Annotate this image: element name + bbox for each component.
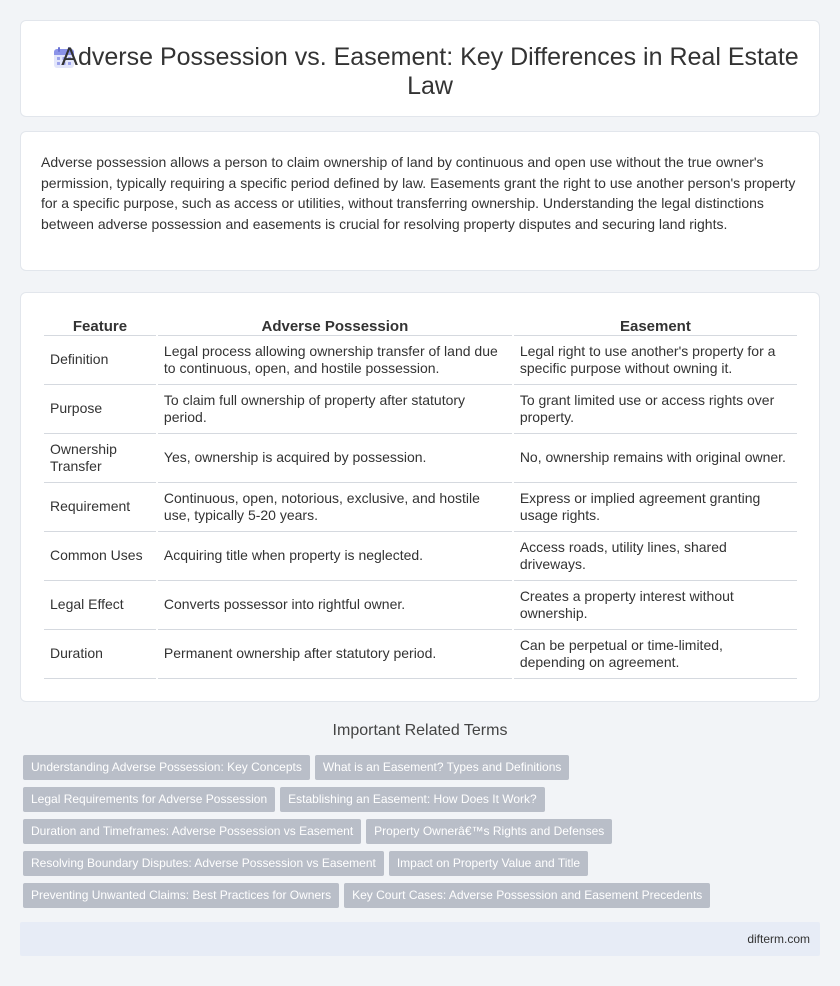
related-terms-list — [23, 755, 813, 915]
comparison-card — [20, 292, 820, 702]
footer — [20, 922, 820, 956]
related-term-link[interactable]: Property Ownerâ€™s Rights and Defenses — [366, 819, 612, 844]
intro-card — [20, 131, 820, 271]
column-header-feature: Feature — [44, 315, 156, 336]
table-row — [44, 532, 797, 581]
adverse-possession-cell: Yes, ownership is acquired by possession. — [158, 434, 512, 483]
column-header-easement: Easement — [514, 315, 797, 336]
easement-cell: Can be perpetual or time-limited, depending on agreement. — [514, 630, 797, 679]
feature-cell: Purpose — [44, 385, 156, 434]
related-term-link[interactable]: Understanding Adverse Possession: Key Concepts — [23, 755, 310, 780]
related-term-link[interactable]: Key Court Cases: Adverse Possession and Easement Precedents — [344, 883, 710, 908]
table-header-row — [44, 315, 797, 336]
related-term-link[interactable]: Resolving Boundary Disputes: Adverse Possession vs Easement — [23, 851, 384, 876]
adverse-possession-cell: Legal process allowing ownership transfer of land due to continuous, open, and hostile possession. — [158, 336, 512, 385]
related-term-link[interactable]: Duration and Timeframes: Adverse Possession vs Easement — [23, 819, 361, 844]
comparison-table — [42, 315, 799, 679]
adverse-possession-cell: Continuous, open, notorious, exclusive, and hostile use, typically 5-20 years. — [158, 483, 512, 532]
page-title: Adverse Possession vs. Easement: Key Differences in Real Estate Law — [61, 43, 799, 100]
column-header-adverse-possession: Adverse Possession — [158, 315, 512, 336]
easement-cell: Express or implied agreement granting usage rights. — [514, 483, 797, 532]
related-terms-heading: Important Related Terms — [332, 722, 508, 739]
table-row — [44, 434, 797, 483]
table-row — [44, 581, 797, 630]
table-row — [44, 385, 797, 434]
adverse-possession-cell: To claim full ownership of property after statutory period. — [158, 385, 512, 434]
feature-cell: Definition — [44, 336, 156, 385]
intro-paragraph: Adverse possession allows a person to claim ownership of land by continuous and open use without the true owner's permission, typically requiring a specific period defined by law. Easements grant the right to use another person's property for a specific purpose, such as access or utilities, without transferring ownership. Understanding the legal distinctions between adverse possession and easements is crucial for resolving property disputes and securing land rights. — [41, 154, 796, 232]
feature-cell: Legal Effect — [44, 581, 156, 630]
table-row — [44, 336, 797, 385]
feature-cell: Requirement — [44, 483, 156, 532]
easement-cell: Access roads, utility lines, shared driveways. — [514, 532, 797, 581]
adverse-possession-cell: Converts possessor into rightful owner. — [158, 581, 512, 630]
header-card — [20, 20, 820, 117]
related-term-link[interactable]: Preventing Unwanted Claims: Best Practices for Owners — [23, 883, 339, 908]
easement-cell: No, ownership remains with original owner. — [514, 434, 797, 483]
related-term-link[interactable]: Impact on Property Value and Title — [389, 851, 588, 876]
feature-cell: Ownership Transfer — [44, 434, 156, 483]
easement-cell: To grant limited use or access rights over property. — [514, 385, 797, 434]
related-term-link[interactable]: Legal Requirements for Adverse Possession — [23, 787, 275, 812]
feature-cell: Duration — [44, 630, 156, 679]
easement-cell: Creates a property interest without ownership. — [514, 581, 797, 630]
adverse-possession-cell: Permanent ownership after statutory period. — [158, 630, 512, 679]
easement-cell: Legal right to use another's property for a specific purpose without owning it. — [514, 336, 797, 385]
adverse-possession-cell: Acquiring title when property is neglected. — [158, 532, 512, 581]
table-row — [44, 483, 797, 532]
site-name[interactable]: difterm.com — [747, 932, 810, 946]
related-term-link[interactable]: Establishing an Easement: How Does It Work? — [280, 787, 545, 812]
feature-cell: Common Uses — [44, 532, 156, 581]
related-term-link[interactable]: What is an Easement? Types and Definitions — [315, 755, 570, 780]
table-row — [44, 630, 797, 679]
